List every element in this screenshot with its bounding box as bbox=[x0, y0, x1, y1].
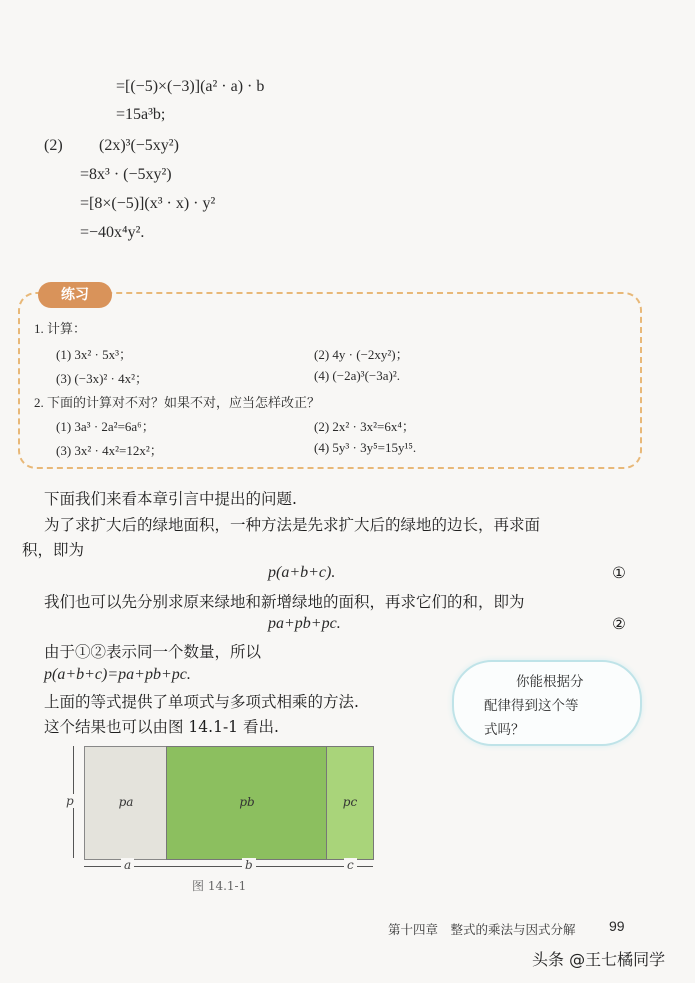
thought-cloud bbox=[452, 660, 642, 746]
exercise-item: (4) 5y³ · 3y⁵=15y¹⁵. bbox=[314, 440, 417, 455]
paragraph: 为了求扩大后的绿地面积，一种方法是先求扩大后的绿地的边长，再求面 bbox=[44, 516, 541, 534]
math-line: =−40x⁴y². bbox=[80, 224, 145, 241]
exercise-badge: 练习 bbox=[38, 282, 112, 308]
region-label: pb bbox=[239, 795, 255, 809]
item-number: (2) bbox=[44, 137, 63, 154]
exercise-item: (3) 3x² · 4x²=12x²； bbox=[56, 443, 163, 458]
cloud-text: 你能根据分 bbox=[516, 674, 584, 690]
region-pb bbox=[166, 746, 328, 860]
page-number: 99 bbox=[609, 918, 625, 934]
exercise-item: (3) (−3x)² · 4x²； bbox=[56, 371, 149, 386]
formula-2: pa+pb+pc. bbox=[268, 615, 341, 632]
formula-number: ① bbox=[612, 564, 626, 582]
exercise-q1: 1. 计算： bbox=[34, 321, 87, 336]
formula-number: ② bbox=[612, 615, 626, 633]
exercise-item: (1) 3x² · 5x³； bbox=[56, 347, 133, 362]
watermark: 头条 @王七橘同学 bbox=[532, 950, 666, 969]
exercise-item: (2) 2x² · 3x²=6x⁴； bbox=[314, 419, 415, 434]
paragraph: 这个结果也可以由图 14.1-1 看出. bbox=[44, 718, 279, 736]
math-line: (2x)³(−5xy²) bbox=[99, 137, 179, 154]
footer-chapter: 第十四章 整式的乘法与因式分解 bbox=[388, 922, 576, 937]
paragraph: 积，即为 bbox=[22, 541, 85, 559]
exercise-q2: 2. 下面的计算对不对？如果不对，应当怎样改正？ bbox=[34, 395, 321, 410]
region-label: pc bbox=[342, 795, 358, 809]
paragraph: 上面的等式提供了单项式与多项式相乘的方法. bbox=[44, 693, 359, 711]
exercise-item: (4) (−2a)³(−3a)². bbox=[314, 368, 400, 383]
figure-caption: 图 14.1-1 bbox=[192, 879, 247, 893]
formula-1: p(a+b+c). bbox=[268, 564, 336, 581]
cloud-text: 式吗？ bbox=[484, 722, 525, 738]
math-line: =8x³ · (−5xy²) bbox=[80, 166, 172, 183]
dim-label-b: b bbox=[242, 858, 256, 872]
paragraph: 我们也可以先分别求原来绿地和新增绿地的面积，再求它们的和，即为 bbox=[44, 593, 525, 611]
paragraph: 下面我们来看本章引言中提出的问题. bbox=[44, 490, 297, 508]
paragraph: 由于①②表示同一个数量，所以 bbox=[44, 643, 262, 661]
region-label: pa bbox=[118, 795, 134, 809]
math-line: =[(−5)×(−3)](a² · a) · b bbox=[116, 78, 265, 95]
math-line: =[8×(−5)](x³ · x) · y² bbox=[80, 195, 216, 212]
region-pa bbox=[84, 746, 168, 860]
dim-label-p: p bbox=[66, 794, 74, 808]
math-line: =15a³b; bbox=[116, 106, 166, 123]
dim-label-a: a bbox=[121, 858, 134, 872]
cloud-text: 配律得到这个等 bbox=[484, 698, 579, 714]
region-pc bbox=[326, 746, 374, 860]
exercise-item: (1) 3a³ · 2a²=6a⁶； bbox=[56, 419, 155, 434]
formula-3: p(a+b+c)=pa+pb+pc. bbox=[44, 666, 191, 683]
exercise-item: (2) 4y · (−2xy²)； bbox=[314, 347, 409, 362]
dim-label-c: c bbox=[344, 858, 357, 872]
